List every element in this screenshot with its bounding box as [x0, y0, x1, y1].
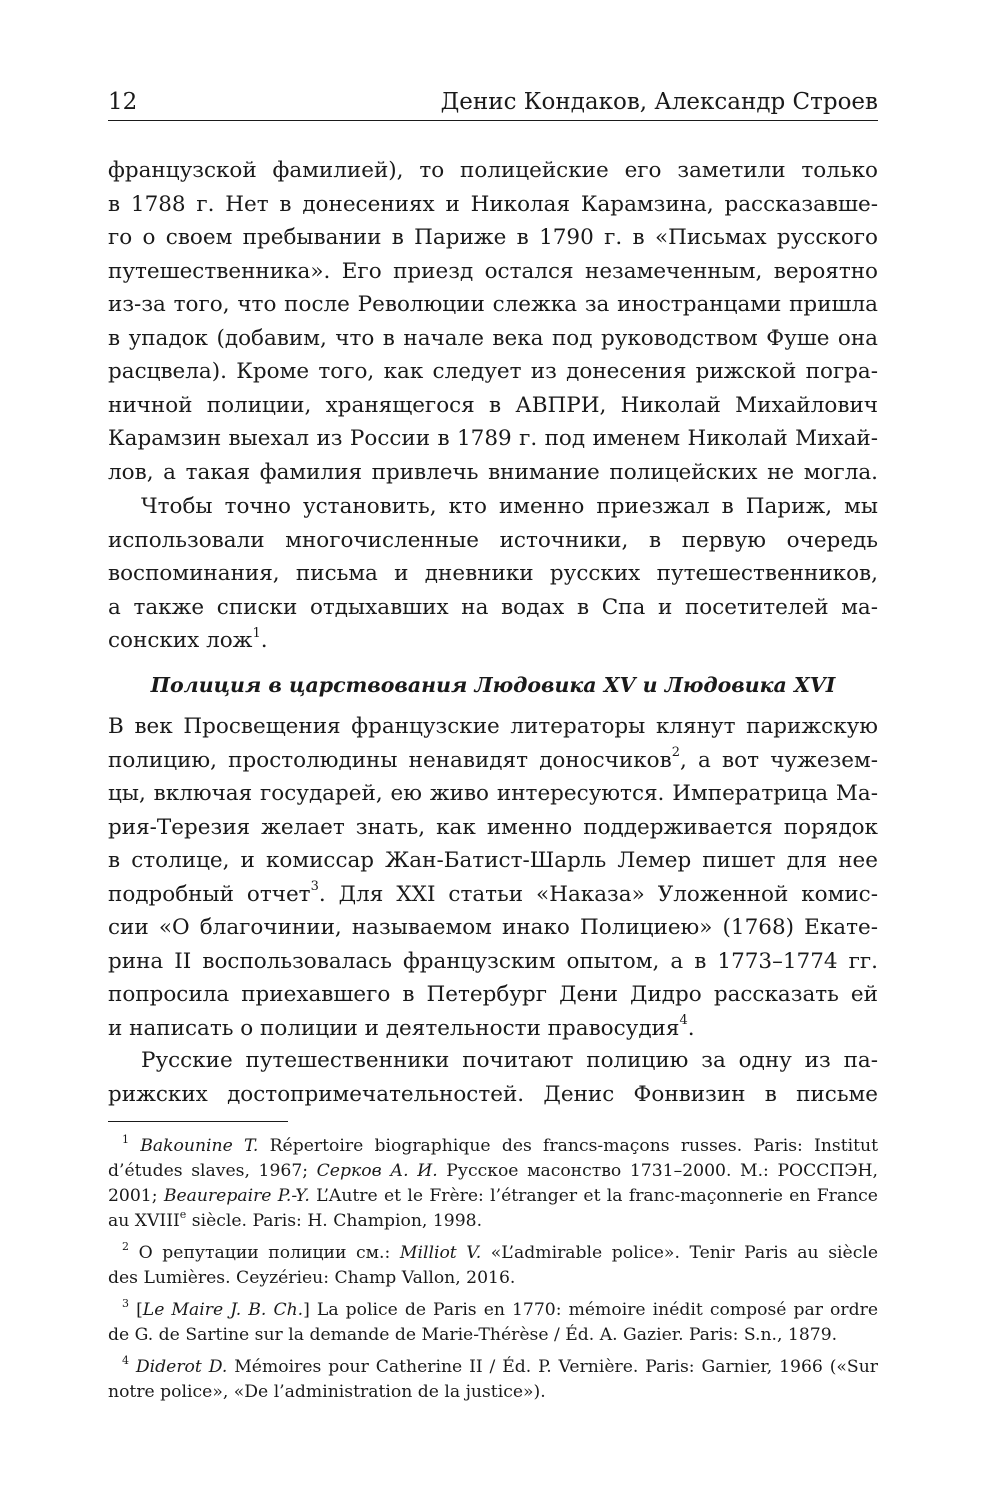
author-name: Bakounine T.: [140, 1136, 259, 1156]
footnote-line: des Lumières. Ceyzérieu: Champ Vallon, 2016.: [108, 1268, 516, 1288]
footnote-line: [108, 1298, 878, 1323]
text-fragment: подробный отчет: [108, 881, 311, 907]
footnotes: [108, 1134, 878, 1412]
footnote-rule: [108, 1121, 288, 1122]
text-line: [108, 1012, 878, 1046]
section-heading: Полиция в царствования Людовика XV и Людовика XVI: [150, 673, 836, 697]
footnote-4: [108, 1355, 878, 1405]
text-line: в упадок (добавим, что в начале века под руководством Фуше она: [108, 325, 878, 351]
text-fragment: L’Autre et le Frère: l’étranger et la franc-maçonnerie en France: [309, 1186, 878, 1206]
footnote-1: [108, 1134, 878, 1234]
footnote-line: [108, 1355, 878, 1380]
footnote-marker: 1: [122, 1133, 129, 1147]
author-name: Beaurepaire P.-Y.: [163, 1186, 310, 1206]
footnote-marker: 3: [122, 1297, 129, 1311]
paragraph-4: [108, 1044, 878, 1111]
footnote-ref-2[interactable]: 2: [671, 745, 681, 761]
text-fragment: и написать о полиции и деятельности правосудия: [108, 1015, 680, 1041]
running-head: Денис Кондаков, Александр Строев: [440, 89, 878, 115]
text-line: из-за того, что после Революции слежка за иностранцами пришла: [108, 292, 878, 317]
paragraph-3: [108, 710, 878, 1045]
footnote-line: [108, 1159, 878, 1184]
text-line: рина II воспользовалась французским опытом, а в 1773–1774 гг.: [108, 948, 878, 974]
text-fragment: Mémoires pour Catherine II / Éd. P. Vernière. Paris: Garnier, 1966 («Sur: [227, 1357, 878, 1377]
text-fragment: Русское масонство 1731–2000. М.: РОССПЭН,: [437, 1161, 878, 1181]
page-number: 12: [108, 89, 138, 115]
text-line: в столице, и комиссар Жан-Батист-Шарль Лемер пишет для нее: [108, 848, 878, 873]
text-line: попросила приехавшего в Петербург Дени Дидро рассказать ей: [108, 982, 878, 1007]
footnote-line: notre police», «De l’administration de la justice»).: [108, 1382, 546, 1402]
text-line: цы, включая государей, ею живо интересуются. Императрица Ма-: [108, 781, 878, 806]
text-fragment: siècle. Paris: H. Champion, 1998.: [186, 1211, 483, 1231]
text-line: воспоминания, письма и дневники русских путешественников,: [108, 561, 878, 586]
text-fragment: 2001;: [108, 1186, 164, 1206]
text-line: использовали многочисленные источники, в первую очередь: [108, 527, 878, 553]
text-line: [108, 744, 878, 778]
text-line: рижских достопримечательностей. Денис Фонвизин в письме: [108, 1081, 878, 1107]
text-fragment: полицию, простолюдины ненавидят доносчиков: [108, 747, 672, 773]
text-fragment: au XVIII: [108, 1211, 180, 1231]
text-fragment: .: [260, 628, 268, 653]
text-fragment: . Для XXI статьи «Наказа» Уложенной комис-: [318, 881, 878, 907]
footnote-ref-3[interactable]: 3: [310, 879, 319, 895]
text-line: а также списки отдыхавших на водах в Спа и посетителей ма-: [108, 594, 878, 620]
header-rule: [108, 120, 878, 121]
text-line: Чтобы точно установить, кто именно приезжал в Париж, мы: [141, 494, 878, 519]
text-line: французской фамилией), то полицейские его заметили только: [108, 158, 878, 183]
text-fragment: Répertoire biographique des francs-maçons russes. Paris: Institut: [258, 1136, 878, 1156]
text-fragment: О репутации полиции см.:: [138, 1243, 400, 1263]
paragraph-2: [108, 490, 878, 658]
text-fragment: «L’admirable police». Tenir Paris au siècle: [481, 1243, 878, 1263]
footnote-line: [108, 1184, 878, 1209]
text-line: рия-Терезия желает знать, как именно поддерживается порядок: [108, 814, 878, 840]
author-name: Серков А. И.: [316, 1161, 438, 1181]
text-fragment: ] La police de Paris en 1770: mémoire inédit composé par ordre: [303, 1300, 878, 1320]
text-fragment: [: [136, 1300, 143, 1320]
text-line: в 1788 г. Нет в донесениях и Николая Карамзина, рассказавше-: [108, 191, 878, 217]
page-header: [108, 88, 878, 118]
paragraph-1: [108, 154, 878, 489]
footnote-ref-1[interactable]: 1: [252, 625, 261, 641]
text-line: го о своем пребывании в Париже в 1790 г. в «Письмах русского: [108, 225, 878, 250]
text-line: расцвела). Кроме того, как следует из донесения рижской погра-: [108, 359, 878, 384]
text-fragment: .: [687, 1015, 695, 1041]
text-line: сии «О благочинии, называемом инако Полициею» (1768) Екате-: [108, 915, 878, 940]
footnote-marker: 4: [122, 1354, 129, 1368]
text-fragment: , а вот чужезем-: [680, 747, 879, 773]
footnote-3: [108, 1298, 878, 1348]
text-line: путешественника». Его приезд остался незамеченным, вероятно: [108, 258, 878, 284]
footnote-line: de G. de Sartine sur la demande de Marie-Thérèse / Éd. A. Gazier. Paris: S.n., 1879.: [108, 1325, 838, 1345]
text-line: [108, 878, 878, 912]
superscript: e: [179, 1208, 187, 1222]
footnote-marker: 2: [122, 1240, 129, 1254]
text-line: Карамзин выехал из России в 1789 г. под именем Николай Михай-: [108, 426, 878, 451]
text-fragment: сонских лож: [108, 628, 253, 653]
text-line: [108, 624, 878, 658]
author-name: Milliot V.: [399, 1243, 482, 1263]
footnote-line: [108, 1241, 878, 1266]
footnote-2: [108, 1241, 878, 1291]
text-fragment: d’études slaves, 1967;: [108, 1161, 317, 1181]
text-line: лов, а такая фамилия привлечь внимание полицейских не могла.: [108, 459, 878, 485]
footnote-ref-4[interactable]: 4: [679, 1013, 688, 1029]
text-line: ничной полиции, хранящегося в АВПРИ, Николай Михайлович: [108, 392, 878, 418]
text-line: В век Просвещения французские литераторы клянут парижскую: [108, 714, 878, 739]
text-line: Русские путешественники почитают полицию за одну из па-: [141, 1048, 878, 1073]
footnote-line: [108, 1134, 878, 1159]
author-name: Diderot D.: [135, 1357, 228, 1377]
footnote-line: [108, 1209, 878, 1234]
author-name: Le Maire J. B. Ch.: [142, 1300, 304, 1320]
